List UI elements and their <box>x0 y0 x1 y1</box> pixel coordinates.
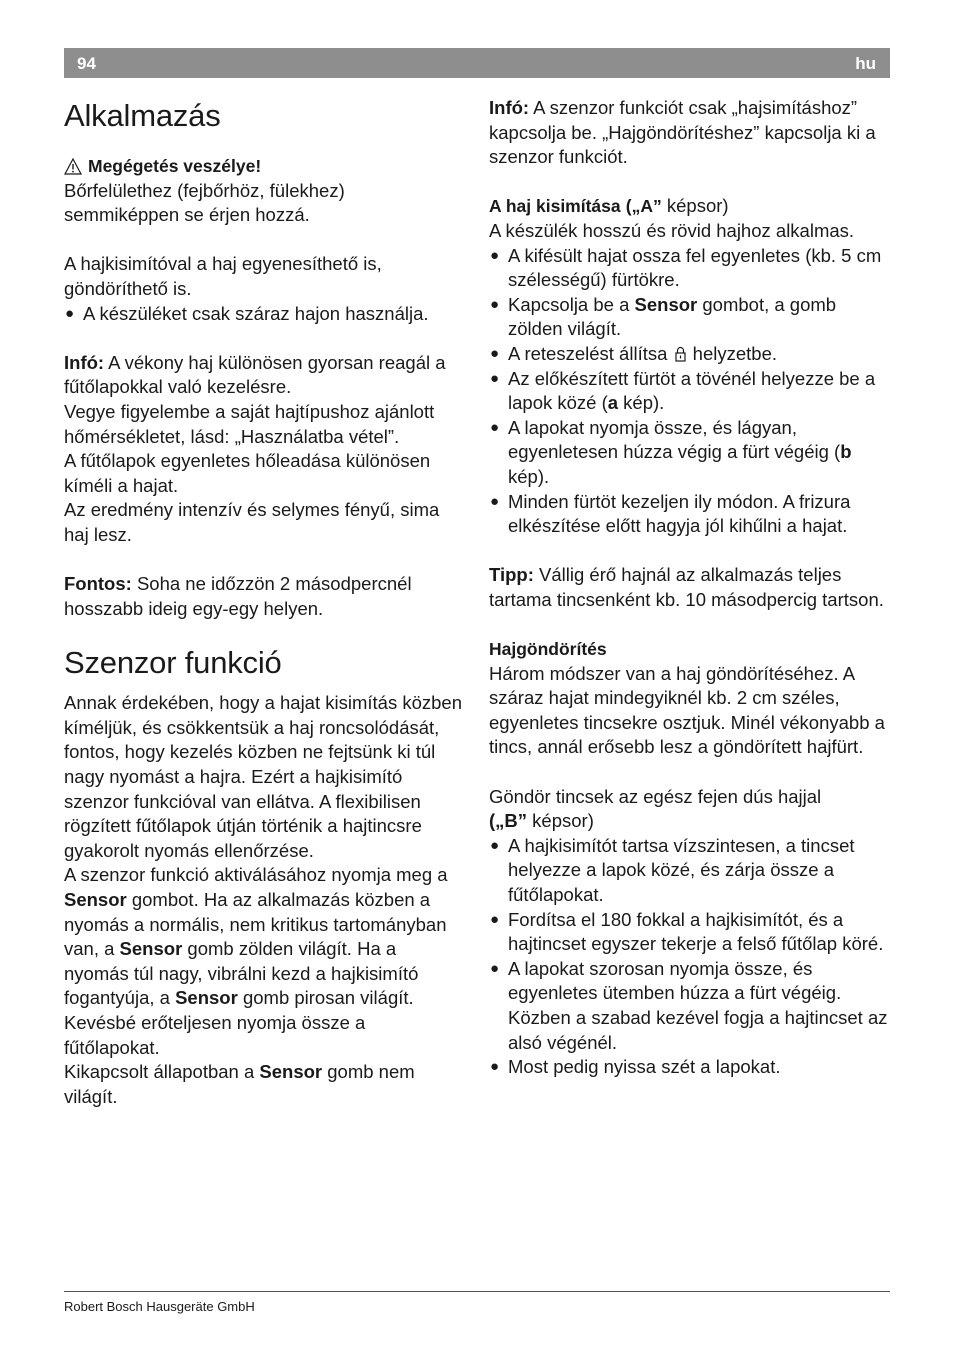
smoothing-heading: A haj kisimítása („A” képsor) <box>489 195 729 217</box>
list-item: ● Most pedig nyissa szét a lapokat. <box>489 1055 891 1080</box>
curling-intro: Három módszer van a haj göndörítéséhez. A száraz hajat mindegyiknél kb. 2 cm széles, egyenletes tincsekre osztjuk. Minél vékonyabb a tincs, annál erősebb lesz a göndörített hajfürt. <box>489 662 885 758</box>
section-title-szenzor: Szenzor funkció <box>64 645 282 681</box>
info-paragraph-3: A fűtőlapok egyenletes hőleadása különösen kíméli a hajat. <box>64 450 431 496</box>
curling-steps-list <box>489 834 891 1080</box>
info-paragraph: Infó: A vékony haj különösen gyorsan reagál a fűtőlapokkal való kezelésre. <box>64 351 446 398</box>
smoothing-steps-list <box>489 244 891 539</box>
info-paragraph-right: Infó: A szenzor funkciót csak „hajsimításhoz” kapcsolja be. „Hajgöndörítéshez” kapcsolja ki a szenzor funkciót. <box>489 97 876 168</box>
warning-title: Megégetés veszélye! <box>88 156 262 176</box>
sensor-paragraph-3: Kikapcsolt állapotban a Sensor gomb nem világít. <box>64 1061 415 1107</box>
list-item: ● Kapcsolja be a Sensor gombot, a gomb zölden világít. <box>489 293 891 342</box>
page-header-bar <box>64 48 890 78</box>
footer-company: Robert Bosch Hausgeräte GmbH <box>64 1299 255 1314</box>
list-item: ● A kifésült hajat ossza fel egyenletes (kb. 5 cm szélességű) fürtökre. <box>489 244 891 293</box>
warning-triangle-icon <box>64 158 82 175</box>
list-item: ● Minden fürtöt kezeljen ily módon. A frizura elkészítése előtt hagyja jól kihűlni a hajat. <box>489 490 891 539</box>
list-item: ● A reteszelést állítsa helyzetbe. <box>489 342 891 367</box>
curling-heading: Hajgöndörítés <box>489 639 607 660</box>
list-item: ● A hajkisimítót tartsa vízszintesen, a tincset helyezze a lapok közé, és zárja össze a fűtőlapokat. <box>489 834 891 908</box>
info-paragraph-2: Vegye figyelembe a saját hajtípushoz ajánlott hőmérsékletet, lásd: „Használatba vétel”. <box>64 400 435 447</box>
sensor-paragraph-2: A szenzor funkció aktiválásához nyomja meg a Sensor gombot. Ha az alkalmazás közben a nyomás a normális, nem kritikus tartományban van, a Sensor gomb zölden világít. Ha a nyomás túl nagy, vibrálni kezd a hajkisimító fogantyúja, a Sensor gomb pirosan világít. Kevésbé erőteljesen nyomja össze a fűtőlapokat. <box>64 864 448 1058</box>
tip-label: Tipp: <box>489 564 534 586</box>
warning-text: Bőrfelülethez (fejbőrhöz, fülekhez) semmiképpen se érjen hozzá. <box>64 179 345 226</box>
right-column <box>489 96 891 1080</box>
info-label: Infó: <box>489 97 530 118</box>
language-code: hu <box>855 54 876 73</box>
important-label: Fontos: <box>64 573 132 595</box>
curling-subheading: Göndör tincsek az egész fejen dús hajjal („B” képsor) <box>489 785 822 832</box>
list-item: ● A készüléket csak száraz hajon használja. <box>64 302 464 327</box>
sensor-paragraph-1: Annak érdekében, hogy a hajat kisimítás közben kíméljük, és csökkentsük a haj roncsolódását, fontos, hogy kezelés közben ne fejtsünk ki túl nagy nyomást a hajra. Ezért a hajkisimító szenzor funkcióval van ellátva. A flexibilisen rögzített fűtőlapok útján történik a hajtincsre gyakorolt nyomás ellenőrzése. <box>64 692 462 861</box>
footer-divider <box>64 1291 890 1292</box>
bullet-list <box>64 302 464 327</box>
warning-heading <box>64 154 464 179</box>
tip-paragraph: Tipp: Vállig érő hajnál az alkalmazás teljes tartama tincsenként kb. 10 másodpercig tartson. <box>489 564 884 610</box>
list-item: ● Az előkészített fürtöt a tövénél helyezze be a lapok közé (a kép). <box>489 367 891 416</box>
important-paragraph: Fontos: Soha ne időzzön 2 másodpercnél hosszabb ideig egy-egy helyen. <box>64 573 412 619</box>
info-label: Infó: <box>64 351 105 373</box>
section-title-alkalmazas: Alkalmazás <box>64 98 221 133</box>
info-paragraph-4: Az eredmény intenzív és selymes fényű, sima haj lesz. <box>64 499 440 545</box>
page-number: 94 <box>77 54 96 73</box>
list-item: ● Fordítsa el 180 fokkal a hajkisimítót, és a hajtincset egyszer tekerje a felső fűtőlap köré. <box>489 908 891 957</box>
lock-icon <box>675 346 686 362</box>
list-item: ● A lapokat nyomja össze, és lágyan, egyenletesen húzza végig a fürt végéig (b kép). <box>489 416 891 490</box>
list-item: ● A lapokat szorosan nyomja össze, és egyenletes ütemben húzza a fürt végéig. Közben a szabad kezével fogja a hajtincset az alsó végénél. <box>489 957 891 1055</box>
smoothing-intro: A készülék hosszú és rövid hajhoz alkalmas. <box>489 219 855 241</box>
intro-paragraph: A hajkisimítóval a haj egyenesíthető is, göndöríthető is. <box>64 253 382 299</box>
left-column <box>64 96 464 1109</box>
